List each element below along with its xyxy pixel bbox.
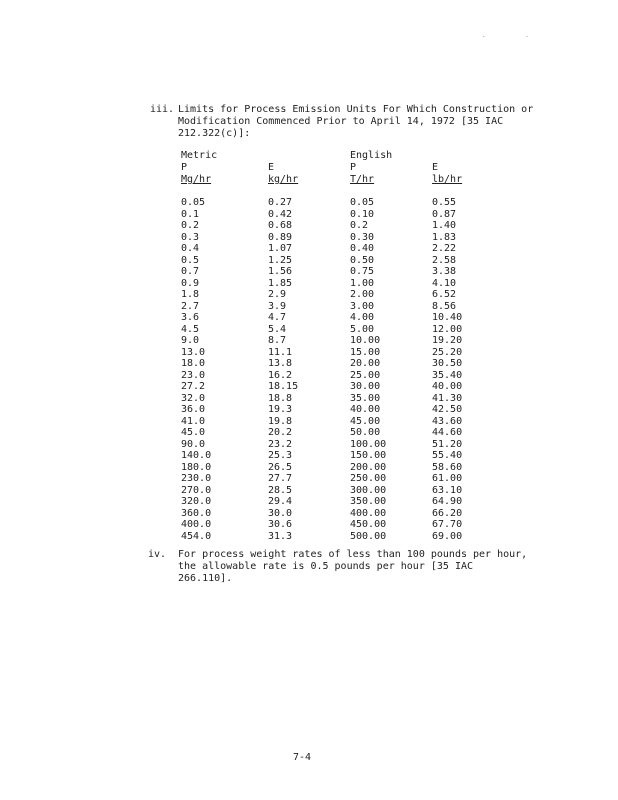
table-cell: 1.56 — [268, 266, 293, 277]
table-cell: 64.90 — [432, 496, 463, 507]
table-cell: 0.7 — [181, 266, 200, 277]
table-cell: 4.00 — [350, 312, 375, 323]
table-cell: 19.3 — [268, 404, 293, 415]
table-cell: 45.00 — [350, 415, 381, 427]
section-heading-line: 212.322(c)]: — [178, 128, 251, 139]
table-cell: 1.85 — [268, 277, 293, 289]
table-cell: 35.00 — [350, 392, 381, 404]
english-group-header: English — [350, 150, 393, 161]
col4-letter: E — [432, 162, 439, 173]
col1-unit: Mg/hr — [181, 174, 212, 185]
table-cell: 2.00 — [350, 289, 375, 300]
table-cell: 25.3 — [268, 450, 293, 461]
table-cell: 0.27 — [268, 197, 293, 208]
note-line: the allowable rate is 0.5 pounds per hour [35 IAC — [178, 561, 474, 572]
table-cell: 0.10 — [350, 208, 375, 220]
table-cell: 0.40 — [350, 243, 375, 254]
note-paragraph — [178, 549, 558, 585]
col2-unit: kg/hr — [268, 174, 299, 185]
table-cell: 5.4 — [268, 323, 287, 335]
table-cell: 8.56 — [432, 300, 457, 312]
table-cell: 9.0 — [181, 335, 200, 346]
table-cell: 0.75 — [350, 266, 375, 277]
table-cell: 454.0 — [181, 530, 212, 542]
table-cell: 8.7 — [268, 335, 287, 346]
table-cell: 42.50 — [432, 404, 463, 415]
corner-marks: . . — [482, 32, 547, 39]
english-p-column — [350, 197, 386, 542]
table-cell: 28.5 — [268, 484, 293, 496]
table-cell: 360.0 — [181, 507, 212, 519]
table-cell: 35.40 — [432, 369, 463, 381]
note-line: 266.110]. — [178, 573, 233, 584]
table-cell: 27.2 — [181, 381, 206, 392]
table-cell: 500.00 — [350, 530, 387, 542]
table-cell: 0.87 — [432, 208, 457, 220]
table-cell: 31.3 — [268, 530, 293, 542]
table-cell: 30.0 — [268, 507, 293, 519]
table-cell: 2.22 — [432, 243, 457, 254]
table-cell: 18.8 — [268, 392, 293, 404]
section-heading-line: Modification Commenced Prior to April 14, 1972 [35 IAC — [178, 116, 504, 127]
table-cell: 6.52 — [432, 289, 457, 300]
note-line: For process weight rates of less than 100 pounds per hour, — [178, 549, 528, 560]
table-cell: 36.0 — [181, 404, 206, 415]
table-cell: 10.00 — [350, 335, 381, 346]
table-cell: 29.4 — [268, 496, 293, 507]
table-cell: 23.0 — [181, 369, 206, 381]
table-cell: 150.00 — [350, 450, 387, 461]
table-cell: 69.00 — [432, 530, 463, 542]
table-cell: 0.4 — [181, 243, 200, 254]
table-cell: 30.6 — [268, 519, 293, 530]
col3-letter: P — [350, 162, 357, 173]
table-cell: 40.00 — [432, 381, 463, 392]
table-cell: 400.0 — [181, 519, 212, 530]
table-cell: 25.20 — [432, 346, 463, 358]
table-cell: 3.6 — [181, 312, 200, 323]
metric-p-column — [181, 197, 211, 542]
table-cell: 13.8 — [268, 358, 293, 369]
table-cell: 44.60 — [432, 427, 463, 438]
table-cell: 1.25 — [268, 254, 293, 266]
table-cell: 30.50 — [432, 358, 463, 369]
table-cell: 4.10 — [432, 277, 457, 289]
table-cell: 45.0 — [181, 427, 206, 438]
table-cell: 55.40 — [432, 450, 463, 461]
table-cell: 300.00 — [350, 484, 387, 496]
table-cell: 23.2 — [268, 438, 293, 450]
table-cell: 58.60 — [432, 461, 463, 473]
table-cell: 5.00 — [350, 323, 375, 335]
metric-e-column — [268, 197, 298, 542]
table-cell: 13.0 — [181, 346, 206, 358]
table-cell: 10.40 — [432, 312, 463, 323]
table-cell: 16.2 — [268, 369, 293, 381]
page-number: 7-4 — [293, 752, 312, 763]
table-cell: 51.20 — [432, 438, 463, 450]
table-cell: 61.00 — [432, 473, 463, 484]
table-cell: 140.0 — [181, 450, 212, 461]
table-cell: 1.40 — [432, 220, 457, 231]
table-cell: 19.8 — [268, 415, 293, 427]
table-cell: 67.70 — [432, 519, 463, 530]
english-e-column — [432, 197, 462, 542]
table-cell: 50.00 — [350, 427, 381, 438]
table-cell: 12.00 — [432, 323, 463, 335]
table-cell: 20.00 — [350, 358, 381, 369]
table-cell: 0.55 — [432, 197, 457, 208]
table-cell: 0.05 — [350, 197, 375, 208]
section-heading — [178, 104, 558, 140]
note-marker: iv. — [148, 549, 167, 560]
table-cell: 0.30 — [350, 231, 375, 243]
table-cell: 400.00 — [350, 507, 387, 519]
table-cell: 32.0 — [181, 392, 206, 404]
table-cell: 3.38 — [432, 266, 457, 277]
table-cell: 0.3 — [181, 231, 200, 243]
section-marker: iii. — [150, 104, 175, 115]
table-cell: 1.00 — [350, 277, 375, 289]
col3-unit: T/hr — [350, 174, 375, 185]
table-cell: 1.07 — [268, 243, 293, 254]
table-cell: 1.83 — [432, 231, 457, 243]
metric-group-header: Metric — [181, 150, 218, 161]
table-cell: 4.5 — [181, 323, 200, 335]
table-cell: 200.00 — [350, 461, 387, 473]
table-cell: 41.0 — [181, 415, 206, 427]
table-cell: 0.9 — [181, 277, 200, 289]
table-cell: 30.00 — [350, 381, 381, 392]
table-cell: 250.00 — [350, 473, 387, 484]
table-cell: 320.0 — [181, 496, 212, 507]
table-cell: 3.9 — [268, 300, 287, 312]
table-cell: 66.20 — [432, 507, 463, 519]
table-cell: 180.0 — [181, 461, 212, 473]
table-cell: 0.1 — [181, 208, 200, 220]
table-cell: 41.30 — [432, 392, 463, 404]
table-cell: 0.05 — [181, 197, 206, 208]
table-cell: 26.5 — [268, 461, 293, 473]
col1-letter: P — [181, 162, 188, 173]
col4-unit: lb/hr — [432, 174, 463, 185]
table-cell: 450.00 — [350, 519, 387, 530]
table-cell: 43.60 — [432, 415, 463, 427]
table-cell: 1.8 — [181, 289, 200, 300]
table-cell: 270.0 — [181, 484, 212, 496]
table-cell: 18.0 — [181, 358, 206, 369]
table-cell: 63.10 — [432, 484, 463, 496]
table-cell: 0.2 — [181, 220, 200, 231]
table-cell: 90.0 — [181, 438, 206, 450]
table-cell: 2.58 — [432, 254, 457, 266]
table-cell: 25.00 — [350, 369, 381, 381]
table-cell: 0.42 — [268, 208, 293, 220]
table-cell: 0.2 — [350, 220, 369, 231]
col2-letter: E — [268, 162, 275, 173]
table-cell: 11.1 — [268, 346, 293, 358]
table-cell: 40.00 — [350, 404, 381, 415]
table-cell: 2.9 — [268, 289, 287, 300]
table-cell: 19.20 — [432, 335, 463, 346]
table-cell: 100.00 — [350, 438, 387, 450]
table-cell: 2.7 — [181, 300, 200, 312]
section-heading-line: Limits for Process Emission Units For Which Construction or — [178, 104, 534, 115]
table-cell: 0.89 — [268, 231, 293, 243]
table-cell: 0.50 — [350, 254, 375, 266]
table-cell: 4.7 — [268, 312, 287, 323]
table-cell: 15.00 — [350, 346, 381, 358]
table-cell: 3.00 — [350, 300, 375, 312]
table-cell: 18.15 — [268, 381, 299, 392]
table-cell: 20.2 — [268, 427, 293, 438]
table-cell: 230.0 — [181, 473, 212, 484]
table-cell: 0.5 — [181, 254, 200, 266]
table-cell: 350.00 — [350, 496, 387, 507]
table-cell: 27.7 — [268, 473, 293, 484]
table-cell: 0.68 — [268, 220, 293, 231]
